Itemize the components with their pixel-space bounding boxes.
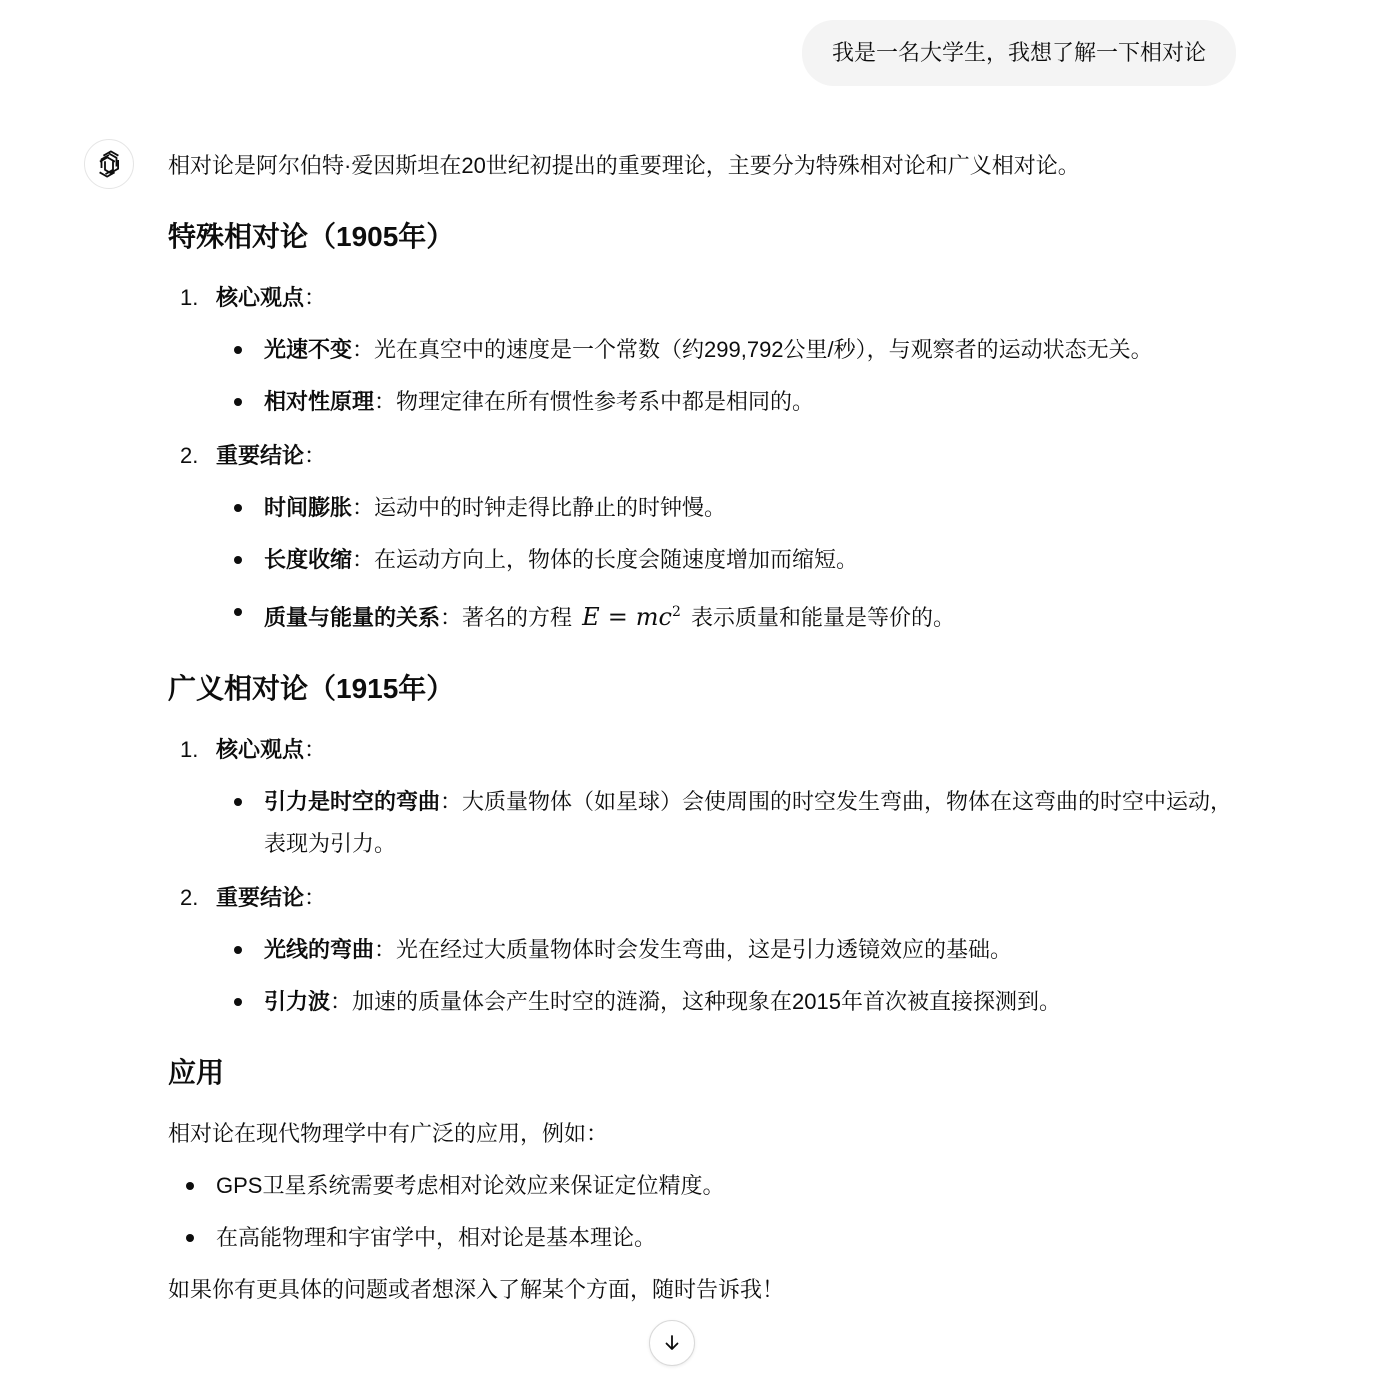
list-title: 核心观点 — [216, 737, 305, 762]
special-conclusions-item: 2. 重要结论： — [168, 430, 1238, 482]
assistant-message — [168, 140, 1238, 1316]
scroll-to-bottom-button[interactable] — [649, 1320, 695, 1366]
arrow-down-icon — [662, 1333, 682, 1353]
special-conclusions-list — [168, 482, 1238, 644]
assistant-intro: 相对论是阿尔伯特·爱因斯坦在20世纪初提出的重要理论，主要分为特殊相对论和广义相对论。 — [168, 153, 1080, 178]
special-core-list — [168, 324, 1238, 428]
list-title: 核心观点 — [216, 285, 305, 310]
formula: $E = mc^2$ — [582, 603, 681, 631]
list-item: 光线的弯曲：光在经过大质量物体时会发生弯曲，这是引力透镜效应的基础。 — [168, 924, 1238, 976]
closing-text: 如果你有更具体的问题或者想深入了解某个方面，随时告诉我！ — [168, 1277, 785, 1302]
list-item: 相对性原理：物理定律在所有惯性参考系中都是相同的。 — [168, 376, 1238, 428]
list-item: 光速不变：光在真空中的速度是一个常数（约299,792公里/秒），与观察者的运动状态无关。 — [168, 324, 1238, 376]
openai-logo-icon — [94, 149, 124, 179]
user-message-row — [802, 20, 1236, 86]
special-core-item: 1. 核心观点： — [168, 272, 1238, 324]
list-number: 1. — [180, 285, 199, 310]
list-item: 在高能物理和宇宙学中，相对论是基本理论。 — [168, 1212, 1238, 1264]
general-conclusions-item: 2. 重要结论： — [168, 872, 1238, 924]
section-heading-special: 特殊相对论（1905年） — [168, 221, 455, 252]
list-number: 2. — [180, 443, 199, 468]
list-number: 1. — [180, 737, 199, 762]
list-item: 引力是时空的弯曲：大质量物体（如星球）会使周围的时空发生弯曲，物体在这弯曲的时空中运动，表现为引力。 — [168, 776, 1238, 870]
list-item: 质量与能量的关系：著名的方程 $E = mc^2$ 表示质量和能量是等价的。 — [168, 586, 1238, 644]
general-core-item: 1. 核心观点： — [168, 724, 1238, 776]
list-item: 时间膨胀：运动中的时钟走得比静止的时钟慢。 — [168, 482, 1238, 534]
list-item: 长度收缩：在运动方向上，物体的长度会随速度增加而缩短。 — [168, 534, 1238, 586]
general-conclusions-list — [168, 924, 1238, 1028]
list-title: 重要结论 — [216, 885, 305, 910]
list-item: GPS卫星系统需要考虑相对论效应来保证定位精度。 — [168, 1160, 1238, 1212]
applications-list — [168, 1160, 1238, 1264]
assistant-avatar — [84, 139, 134, 189]
list-title: 重要结论 — [216, 443, 305, 468]
general-core-list — [168, 776, 1238, 870]
list-item: 引力波：加速的质量体会产生时空的涟漪，这种现象在2015年首次被直接探测到。 — [168, 976, 1238, 1028]
applications-intro: 相对论在现代物理学中有广泛的应用，例如： — [168, 1121, 609, 1146]
list-number: 2. — [180, 885, 199, 910]
user-message-bubble: 我是一名大学生，我想了解一下相对论 — [802, 20, 1236, 86]
section-heading-general: 广义相对论（1915年） — [168, 673, 455, 704]
section-heading-applications: 应用 — [168, 1057, 225, 1088]
